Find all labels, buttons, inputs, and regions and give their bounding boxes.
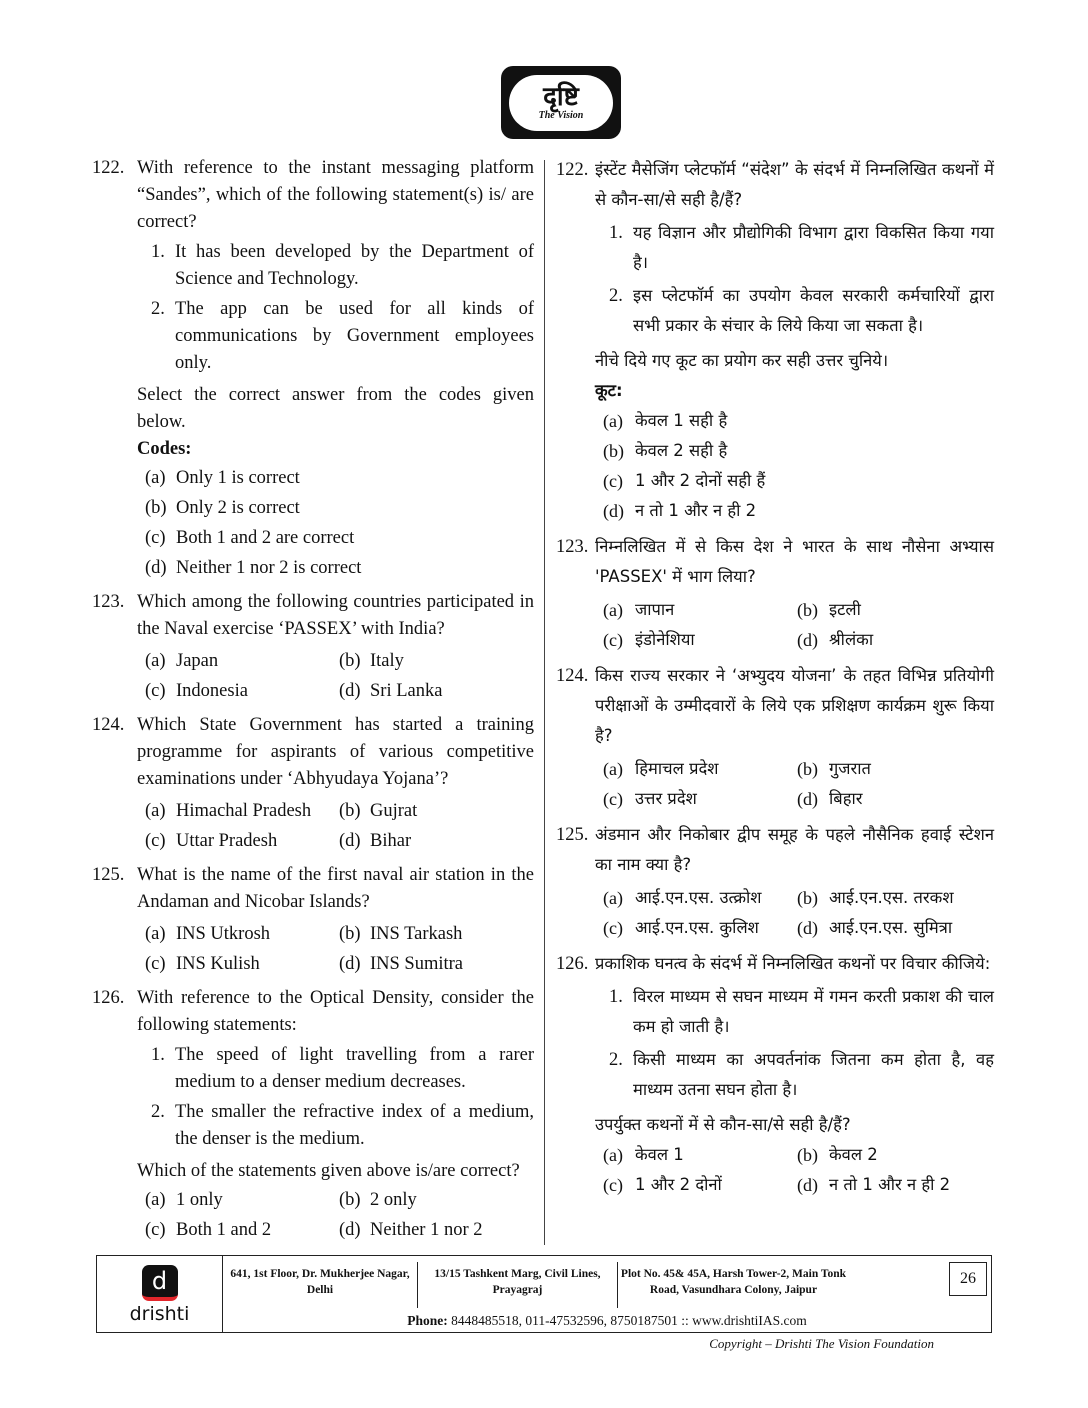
option-letter: (c) [145,954,166,974]
statement-item [609,1045,994,1105]
option-text: Bihar [370,831,412,851]
answer-option [603,883,797,913]
footer-brand: drishti [129,1302,190,1325]
answer-option [603,754,797,784]
address-prayagraj: 13/15 Tashkent Marg, Civil Lines, Prayagraj [417,1262,617,1308]
option-row [145,919,534,949]
question-text: Which State Government has started a training programme for aspirants of various competitive examinations under ‘Abhyudaya Yojana’? [137,715,534,789]
option-text: 1 only [176,1190,223,1210]
statement-number: 2. [151,1102,165,1122]
question-block [92,985,534,1245]
option-letter: (d) [145,558,167,578]
option-text: केवल 1 सही है [635,411,728,430]
option-letter: (a) [603,759,623,779]
option-text: आई.एन.एस. कुलिश [635,918,759,937]
option-letter: (b) [797,600,818,620]
option-text: 2 only [370,1190,417,1210]
option-letter: (b) [339,924,361,944]
option-list [145,1185,534,1245]
answer-option [339,796,533,826]
option-letter: (c) [603,789,623,809]
option-text: न तो 1 और न ही 2 [635,501,757,520]
question-number: 123. [92,592,125,612]
option-text: Neither 1 nor 2 is correct [176,558,362,578]
question-header [92,589,534,643]
question-header [92,985,534,1039]
option-letter: (d) [797,789,818,809]
statement-text: यह विज्ञान और प्रौद्योगिकी विभाग द्वारा विकसित किया गया है। [633,223,994,272]
answer-option [145,676,339,706]
statement-item [151,1042,534,1096]
question-number: 124. [92,715,125,735]
address-delhi: 641, 1st Floor, Dr. Mukherjee Nagar, Delhi [230,1268,410,1296]
option-row [603,913,994,943]
question-number: 126. [556,954,589,974]
question-number: 125. [92,865,125,885]
option-row [145,493,534,523]
option-list [145,919,534,979]
option-letter: (c) [603,1175,623,1195]
option-text: Indonesia [176,681,248,701]
statement-text: किसी माध्यम का अपवर्तनांक जितना कम होता है, वह माध्यम उतना सघन होता है। [633,1050,994,1099]
answer-option [339,1215,533,1245]
answer-option [339,826,533,856]
option-text: Uttar Pradesh [176,831,278,851]
copyright: Copyright – Drishti The Vision Foundation [709,1336,934,1351]
option-letter: (b) [603,441,624,461]
statement-number: 1. [151,242,165,262]
phone-label: Phone: [407,1313,448,1328]
question-text: Which among the following countries participated in the Naval exercise ‘PASSEX’ with India? [137,592,534,639]
option-row [603,883,994,913]
option-text: आई.एन.एस. सुमित्रा [829,918,953,937]
option-text: Himachal Pradesh [176,801,312,821]
option-letter: (a) [145,1190,166,1210]
option-letter: (b) [339,1190,361,1210]
option-letter: (a) [603,411,623,431]
statement-item [151,1099,534,1153]
option-letter: (b) [797,1145,818,1165]
option-row [145,523,534,553]
option-row [603,754,994,784]
footer [96,1255,992,1333]
option-row [603,1140,994,1170]
answer-option [603,406,727,436]
footer-logo [97,1256,223,1332]
option-letter: (c) [603,630,623,650]
option-letter: (a) [145,801,166,821]
statement-list [595,982,994,1105]
option-text: 1 और 2 दोनों [635,1175,722,1194]
statement-item [609,218,994,278]
option-text: केवल 2 [829,1145,878,1164]
question-header [556,155,994,215]
answer-option [603,496,756,526]
statement-text: इस प्लेटफॉर्म का उपयोग केवल सरकारी कर्मचारियों द्वारा सभी प्रकार के संचार के लिये किया जा सकता है। [633,286,994,335]
option-letter: (d) [797,1175,818,1195]
answer-option [339,676,533,706]
option-row [145,826,534,856]
option-text: Only 2 is correct [176,498,300,518]
answer-option [603,436,727,466]
option-letter: (c) [603,918,623,938]
statement-item [151,239,534,293]
question-number: 122. [556,160,589,180]
option-row [603,1170,994,1200]
answer-option [145,553,361,583]
option-row [603,625,994,655]
hindi-column [556,155,994,1206]
option-text: Italy [370,651,404,671]
option-row [603,406,994,436]
statement-text: The app can be used for all kinds of communications by Government employees only. [175,299,534,373]
statement-number: 1. [609,223,623,243]
option-letter: (c) [145,528,166,548]
answer-option [603,913,797,943]
option-letter: (a) [603,1145,623,1165]
header-logo [501,66,621,139]
question-block [556,661,994,814]
question-header [556,532,994,592]
option-text: जापान [635,600,675,619]
logo-title: दृष्टि [543,82,579,112]
option-list [603,406,994,526]
statement-number: 1. [609,987,623,1007]
statement-number: 2. [609,286,623,306]
option-text: Both 1 and 2 [176,1220,272,1240]
option-letter: (c) [145,681,166,701]
option-letter: (b) [797,888,818,908]
option-text: Gujrat [370,801,418,821]
answer-option [797,1140,991,1170]
statement-list [595,218,994,341]
option-row [145,1215,534,1245]
option-text: गुजरात [829,759,871,778]
answer-option [145,796,339,826]
option-row [145,796,534,826]
option-list [145,796,534,856]
statement-number: 1. [151,1045,165,1065]
answer-option [797,913,991,943]
question-number: 122. [92,158,125,178]
answer-option [603,625,797,655]
option-text: इटली [829,600,861,619]
statement-text: The smaller the refractive index of a medium, the denser is the medium. [175,1102,534,1149]
address-jaipur: Plot No. 45& 45A, Harsh Tower-2, Main Tonk Road, Vasundhara Colony, Jaipur [617,1262,849,1308]
option-letter: (c) [145,1220,166,1240]
statement-item [609,281,994,341]
option-text: बिहार [829,789,863,808]
option-text: उत्तर प्रदेश [635,789,697,808]
answer-option [145,523,354,553]
option-letter: (d) [339,681,361,701]
phone-numbers: 8448485518, 011-47532596, 8750187501 :: www.drishtiIAS.com [451,1313,807,1328]
option-list [603,754,994,814]
question-instruction: Select the correct answer from the codes given below. [137,385,534,432]
option-text: INS Kulish [176,954,260,974]
option-letter: (a) [603,888,623,908]
option-letter: (d) [797,918,818,938]
option-text: Japan [176,651,219,671]
answer-option [339,646,533,676]
option-row [145,949,534,979]
question-instruction: Which of the statements given above is/are correct? [137,1161,520,1181]
option-list [603,1140,994,1200]
statement-number: 2. [609,1050,623,1070]
answer-option [145,463,300,493]
question-header [92,862,534,916]
option-row [603,436,994,466]
option-row [145,463,534,493]
answer-option [339,919,533,949]
question-instruction: नीचे दिये गए कूट का प्रयोग कर सही उत्तर चुनिये। [595,351,889,370]
option-text: Neither 1 nor 2 [370,1220,483,1240]
answer-option [145,826,339,856]
statement-text: It has been developed by the Department of Science and Technology. [175,242,534,289]
answer-option [145,646,339,676]
option-list [145,646,534,706]
question-block [556,949,994,1200]
english-column [92,155,534,1251]
option-row [603,784,994,814]
answer-option [145,949,339,979]
answer-option [603,1140,797,1170]
option-letter: (d) [339,1220,361,1240]
answer-option [603,466,765,496]
question-number: 126. [92,988,125,1008]
option-letter: (d) [339,954,361,974]
statement-text: विरल माध्यम से सघन माध्यम में गमन करती प्रकाश की चाल कम हो जाती है। [633,987,994,1036]
option-letter: (a) [145,924,166,944]
question-block [556,155,994,526]
statement-text: The speed of light travelling from a rarer medium to a denser medium decreases. [175,1045,534,1092]
option-row [603,595,994,625]
answer-option [797,1170,991,1200]
question-header [556,949,994,979]
question-header [556,820,994,880]
option-letter: (a) [145,651,166,671]
option-letter: (b) [339,651,361,671]
statement-list [137,239,534,377]
question-text: With reference to the instant messaging platform “Sandes”, which of the following statement(s) is/ are correct? [137,158,534,232]
answer-option [797,595,991,625]
question-text: प्रकाशिक घनत्व के संदर्भ में निम्नलिखित कथनों पर विचार कीजिये: [595,954,991,973]
option-row [603,496,994,526]
answer-option [797,754,991,784]
option-text: इंडोनेशिया [635,630,695,649]
option-text: Only 1 is correct [176,468,300,488]
option-letter: (d) [339,831,361,851]
option-text: श्रीलंका [829,630,874,649]
question-block [92,712,534,856]
answer-option [339,949,533,979]
option-row [145,553,534,583]
question-text: इंस्टेंट मैसेजिंग प्लेटफॉर्म “संदेश” के संदर्भ में निम्नलिखित कथनों में से कौन-सा/से सही है/हैं? [595,160,994,209]
option-text: न तो 1 और न ही 2 [829,1175,951,1194]
page-number: 26 [949,1262,987,1296]
option-text: Both 1 and 2 are correct [176,528,355,548]
option-letter: (b) [339,801,361,821]
option-row [145,646,534,676]
contact-line [223,1312,991,1330]
option-text: केवल 2 सही है [635,441,728,460]
answer-option [797,784,991,814]
question-block [92,589,534,706]
option-text: आई.एन.एस. उत्क्रोश [635,888,762,907]
answer-option [339,1185,533,1215]
option-list [145,463,534,583]
option-letter: (d) [603,501,624,521]
header-logo-badge [509,75,613,131]
statement-list [137,1042,534,1153]
option-text: Sri Lanka [370,681,443,701]
option-list [603,883,994,943]
question-block [556,820,994,943]
logo-subtitle: The Vision [538,110,584,121]
question-number: 123. [556,537,589,557]
option-text: INS Sumitra [370,954,464,974]
question-block [556,532,994,655]
option-letter: (a) [603,600,623,620]
question-header [556,661,994,751]
codes-label: Codes: [137,439,192,459]
statement-item [609,982,994,1042]
question-block [92,862,534,979]
answer-option [603,595,797,625]
question-block [92,155,534,583]
option-letter: (c) [145,831,166,851]
option-row [145,676,534,706]
question-text: What is the name of the first naval air station in the Andaman and Nicobar Islands? [137,865,534,912]
option-list [603,595,994,655]
option-letter: (a) [145,468,166,488]
option-letter: (d) [797,630,818,650]
option-text: आई.एन.एस. तरकश [829,888,954,907]
option-letter: (b) [145,498,167,518]
column-divider [544,160,545,1245]
question-header [92,712,534,793]
option-text: INS Tarkash [370,924,463,944]
drishti-d-icon: d [142,1265,178,1301]
answer-option [797,625,991,655]
option-text: 1 और 2 दोनों सही हैं [635,471,766,490]
codes-label: कूट: [595,381,623,400]
answer-option [145,1215,339,1245]
answer-option [145,493,300,523]
statement-item [151,296,534,377]
answer-option [145,919,339,949]
question-header [92,155,534,236]
question-number: 125. [556,825,589,845]
answer-option [603,1170,797,1200]
question-instruction: उपर्युक्त कथनों में से कौन-सा/से सही है/हैं? [595,1115,851,1134]
question-text: किस राज्य सरकार ने ‘अभ्युदय योजना’ के तहत विभिन्न प्रतियोगी परीक्षाओं के उम्मीदवारों के लिये एक प्रशिक्षण कार्यक्रम शुरू किया है? [595,666,994,745]
question-text: अंडमान और निकोबार द्वीप समूह के पहले नौसैनिक हवाई स्टेशन का नाम क्या है? [595,825,994,874]
option-row [603,466,994,496]
statement-number: 2. [151,299,165,319]
answer-option [145,1185,339,1215]
question-text: निम्नलिखित में से किस देश ने भारत के साथ नौसेना अभ्यास 'PASSEX' में भाग लिया? [595,537,994,586]
answer-option [603,784,797,814]
question-number: 124. [556,666,589,686]
option-text: हिमाचल प्रदेश [635,759,719,778]
option-letter: (c) [603,471,623,491]
option-text: केवल 1 [635,1145,684,1164]
option-row [145,1185,534,1215]
option-letter: (b) [797,759,818,779]
answer-option [797,883,991,913]
question-text: With reference to the Optical Density, consider the following statements: [137,988,534,1035]
option-text: INS Utkrosh [176,924,271,944]
